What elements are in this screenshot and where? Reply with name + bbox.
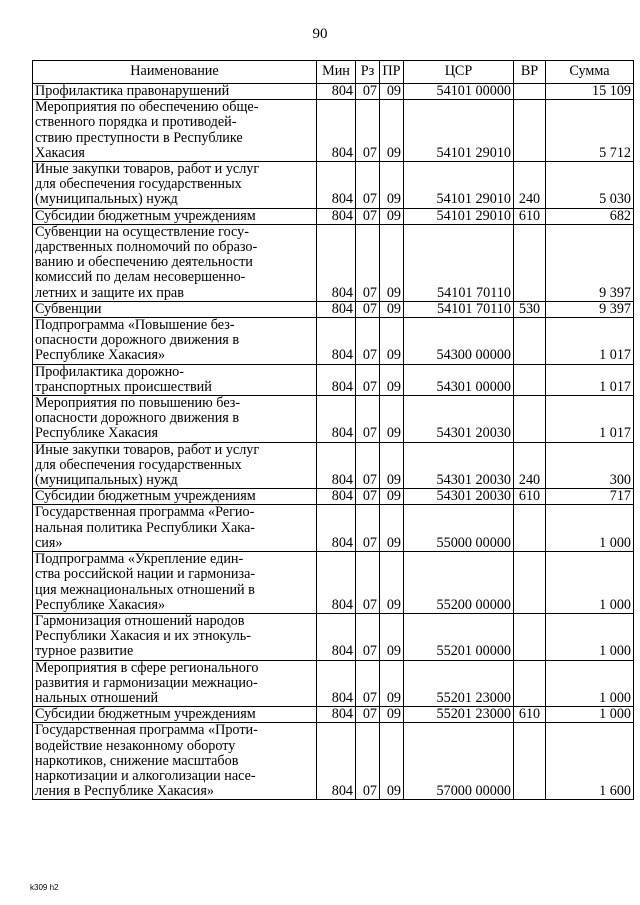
- cell-vr: [514, 364, 546, 395]
- cell-sum: 1 600: [546, 723, 634, 800]
- cell-min: 804: [317, 723, 356, 800]
- cell-rz: 07: [356, 723, 380, 800]
- cell-name: Иные закупки товаров, работ и услуг для обеспечения государственных (муниципальных) нужд: [33, 162, 317, 209]
- budget-table: [32, 60, 634, 800]
- cell-name: Субсидии бюджетным учреждениям: [33, 208, 317, 224]
- header-rz: Рз: [356, 61, 380, 84]
- cell-rz: 07: [356, 552, 380, 614]
- cell-name: Государственная программа «Проти- водействие незаконному обороту наркотиков, снижение масштабов наркотизации и алкоголизации насе- ления в Республике Хакасия»: [33, 723, 317, 800]
- cell-csr: 54101 29010: [404, 100, 514, 162]
- cell-name: Мероприятия в сфере регионального развития и гармонизации межнацио- нальных отношений: [33, 660, 317, 707]
- cell-sum: 1 000: [546, 505, 634, 552]
- cell-sum: 1 000: [546, 707, 634, 723]
- cell-csr: 55201 00000: [404, 613, 514, 660]
- cell-sum: 1 000: [546, 613, 634, 660]
- cell-rz: 07: [356, 707, 380, 723]
- table-row: [33, 364, 634, 395]
- cell-pr: 09: [380, 318, 404, 365]
- cell-min: 804: [317, 505, 356, 552]
- cell-csr: 55000 00000: [404, 505, 514, 552]
- cell-pr: 09: [380, 613, 404, 660]
- table-row: [33, 552, 634, 614]
- cell-sum: 5 030: [546, 162, 634, 209]
- cell-sum: 1 000: [546, 660, 634, 707]
- header-csr: ЦСР: [404, 61, 514, 84]
- cell-vr: 240: [514, 442, 546, 489]
- cell-min: 804: [317, 208, 356, 224]
- cell-pr: 09: [380, 208, 404, 224]
- cell-sum: 300: [546, 442, 634, 489]
- header-name: Наименование: [33, 61, 317, 84]
- cell-sum: 9 397: [546, 301, 634, 317]
- cell-vr: [514, 84, 546, 100]
- cell-csr: 54301 20030: [404, 489, 514, 505]
- cell-name: Субсидии бюджетным учреждениям: [33, 489, 317, 505]
- cell-sum: 1 000: [546, 552, 634, 614]
- cell-min: 804: [317, 707, 356, 723]
- cell-name: Подпрограмма «Укрепление един- ства российской нации и гармониза- ция межнациональных отношений в Республике Хакасия»: [33, 552, 317, 614]
- cell-rz: 07: [356, 100, 380, 162]
- cell-rz: 07: [356, 208, 380, 224]
- cell-vr: [514, 100, 546, 162]
- cell-min: 804: [317, 442, 356, 489]
- cell-vr: [514, 613, 546, 660]
- cell-vr: [514, 505, 546, 552]
- header-pr: ПР: [380, 61, 404, 84]
- cell-pr: 09: [380, 723, 404, 800]
- cell-csr: 57000 00000: [404, 723, 514, 800]
- header-min: Мин: [317, 61, 356, 84]
- cell-min: 804: [317, 162, 356, 209]
- cell-rz: 07: [356, 396, 380, 443]
- cell-min: 804: [317, 224, 356, 301]
- cell-vr: [514, 723, 546, 800]
- cell-pr: 09: [380, 442, 404, 489]
- cell-rz: 07: [356, 162, 380, 209]
- cell-vr: 610: [514, 489, 546, 505]
- table-row: [33, 505, 634, 552]
- cell-min: 804: [317, 396, 356, 443]
- cell-name: Подпрограмма «Повышение без- опасности дорожного движения в Республике Хакасия»: [33, 318, 317, 365]
- cell-pr: 09: [380, 224, 404, 301]
- cell-csr: 54101 70110: [404, 224, 514, 301]
- table-row: [33, 442, 634, 489]
- cell-vr: [514, 660, 546, 707]
- cell-rz: 07: [356, 364, 380, 395]
- cell-name: Субвенции: [33, 301, 317, 317]
- cell-min: 804: [317, 100, 356, 162]
- cell-csr: 54101 00000: [404, 84, 514, 100]
- cell-rz: 07: [356, 301, 380, 317]
- cell-pr: 09: [380, 489, 404, 505]
- cell-min: 804: [317, 301, 356, 317]
- cell-rz: 07: [356, 613, 380, 660]
- cell-rz: 07: [356, 505, 380, 552]
- cell-pr: 09: [380, 505, 404, 552]
- header-sum: Сумма: [546, 61, 634, 84]
- cell-sum: 717: [546, 489, 634, 505]
- cell-name: Мероприятия по повышению без- опасности дорожного движения в Республике Хакасия: [33, 396, 317, 443]
- cell-name: Профилактика дорожно- транспортных происшествий: [33, 364, 317, 395]
- table-row: [33, 162, 634, 209]
- cell-name: Профилактика правонарушений: [33, 84, 317, 100]
- cell-sum: 9 397: [546, 224, 634, 301]
- cell-min: 804: [317, 364, 356, 395]
- cell-rz: 07: [356, 660, 380, 707]
- cell-vr: 530: [514, 301, 546, 317]
- table-row: [33, 723, 634, 800]
- cell-pr: 09: [380, 660, 404, 707]
- cell-min: 804: [317, 613, 356, 660]
- cell-pr: 09: [380, 100, 404, 162]
- cell-sum: 15 109: [546, 84, 634, 100]
- cell-min: 804: [317, 318, 356, 365]
- cell-rz: 07: [356, 84, 380, 100]
- cell-csr: 54301 00000: [404, 364, 514, 395]
- cell-min: 804: [317, 552, 356, 614]
- cell-name: Субвенции на осуществление госу- дарственных полномочий по образо- ванию и обеспечению деятельности комиссий по делам несовершенно- летних и защите их прав: [33, 224, 317, 301]
- cell-csr: 55201 23000: [404, 707, 514, 723]
- cell-rz: 07: [356, 224, 380, 301]
- cell-csr: 54301 20030: [404, 396, 514, 443]
- cell-pr: 09: [380, 301, 404, 317]
- cell-sum: 682: [546, 208, 634, 224]
- cell-min: 804: [317, 84, 356, 100]
- cell-csr: 54101 29010: [404, 162, 514, 209]
- table-row: [33, 613, 634, 660]
- table-row: [33, 301, 634, 317]
- cell-name: Иные закупки товаров, работ и услуг для обеспечения государственных (муниципальных) нужд: [33, 442, 317, 489]
- cell-name: Субсидии бюджетным учреждениям: [33, 707, 317, 723]
- cell-csr: 54300 00000: [404, 318, 514, 365]
- header-row: [33, 61, 634, 84]
- cell-rz: 07: [356, 318, 380, 365]
- table-row: [33, 224, 634, 301]
- table-row: [33, 208, 634, 224]
- cell-pr: 09: [380, 162, 404, 209]
- budget-table-body: [33, 84, 634, 800]
- cell-sum: 1 017: [546, 396, 634, 443]
- cell-vr: [514, 396, 546, 443]
- cell-sum: 5 712: [546, 100, 634, 162]
- cell-csr: 55200 00000: [404, 552, 514, 614]
- cell-min: 804: [317, 660, 356, 707]
- cell-csr: 54101 70110: [404, 301, 514, 317]
- cell-vr: 610: [514, 208, 546, 224]
- header-vr: ВР: [514, 61, 546, 84]
- cell-name: Гармонизация отношений народов Республики Хакасия и их этнокуль- турное развитие: [33, 613, 317, 660]
- cell-min: 804: [317, 489, 356, 505]
- cell-vr: [514, 552, 546, 614]
- cell-pr: 09: [380, 552, 404, 614]
- table-row: [33, 489, 634, 505]
- cell-vr: 240: [514, 162, 546, 209]
- cell-pr: 09: [380, 707, 404, 723]
- cell-csr: 55201 23000: [404, 660, 514, 707]
- cell-vr: [514, 224, 546, 301]
- cell-sum: 1 017: [546, 364, 634, 395]
- table-row: [33, 660, 634, 707]
- page-number: 90: [312, 26, 328, 42]
- cell-csr: 54101 29010: [404, 208, 514, 224]
- cell-csr: 54301 20030: [404, 442, 514, 489]
- table-row: [33, 84, 634, 100]
- footer-code: k309 h2: [30, 883, 59, 892]
- cell-vr: [514, 318, 546, 365]
- cell-vr: 610: [514, 707, 546, 723]
- cell-pr: 09: [380, 84, 404, 100]
- cell-pr: 09: [380, 396, 404, 443]
- cell-pr: 09: [380, 364, 404, 395]
- cell-rz: 07: [356, 489, 380, 505]
- table-row: [33, 707, 634, 723]
- cell-rz: 07: [356, 442, 380, 489]
- cell-name: Мероприятия по обеспечению обще- ственного порядка и противодей- ствию преступности в Республике Хакасия: [33, 100, 317, 162]
- cell-name: Государственная программа «Регио- нальная политика Республики Хака- сия»: [33, 505, 317, 552]
- table-row: [33, 318, 634, 365]
- cell-sum: 1 017: [546, 318, 634, 365]
- table-row: [33, 396, 634, 443]
- table-row: [33, 100, 634, 162]
